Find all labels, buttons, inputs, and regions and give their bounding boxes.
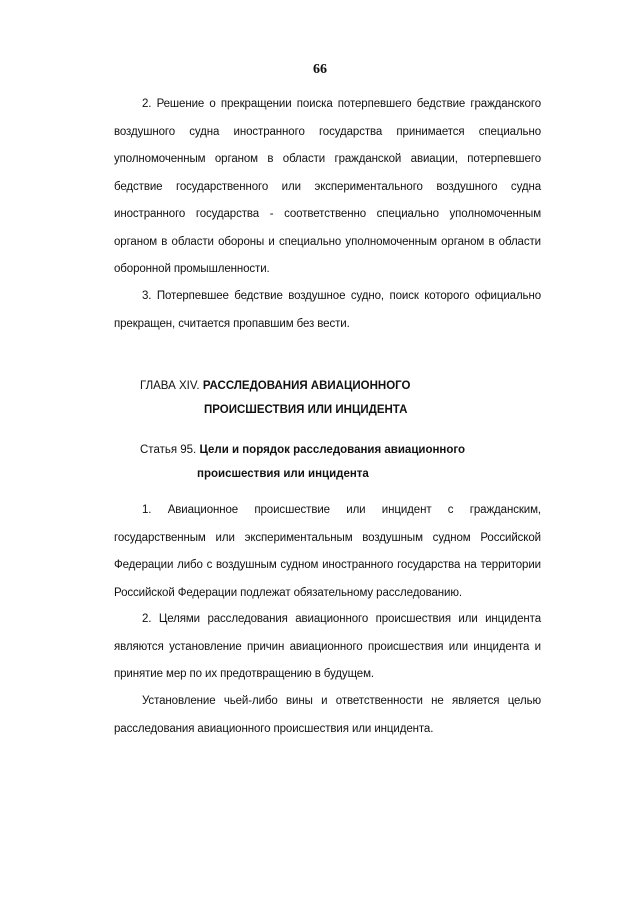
chapter-title-line2: ПРОИСШЕСТВИЯ ИЛИ ИНЦИДЕНТА xyxy=(204,404,408,416)
paragraph: 2. Целями расследования авиационного происшествия или инцидента являются установление причин авиационного происшествия или инцидента и принятие мер по их предотвращению в будущем. xyxy=(114,613,541,680)
chapter-heading xyxy=(140,374,460,422)
paragraph: 1. Авиационное происшествие или инцидент с гражданским, государственным или экспериментальным воздушным судном Российской Федерации либо с воздушным судном иностранного государства на территории Российской Федерации подлежат обязательному расследованию. xyxy=(114,504,541,599)
paragraph-block xyxy=(114,91,541,284)
chapter-prefix: ГЛАВА XIV. xyxy=(140,380,200,392)
paragraph-block xyxy=(114,606,541,689)
paragraph: 2. Решение о прекращении поиска потерпевшего бедствие гражданского воздушного судна иностранного государства принимается специально уполномоченным органом в области гражданской авиации, потерпевшего бедствие государственного или экспериментального воздушного судна иностранного государства - соответственно специально уполномоченным органом в области обороны и специально уполномоченным органом в области оборонной промышленности. xyxy=(114,98,541,275)
paragraph-block xyxy=(114,688,541,743)
article-heading xyxy=(140,438,500,486)
article-title-line1: Цели и порядок расследования авиационного xyxy=(199,444,466,456)
article-prefix: Статья 95. xyxy=(140,444,197,456)
paragraph: 3. Потерпевшее бедствие воздушное судно, поиск которого официально прекращен, считается пропавшим без вести. xyxy=(114,290,541,330)
article-title-line2: происшествия или инцидента xyxy=(197,468,369,480)
chapter-title-line1: РАССЛЕДОВАНИЯ АВИАЦИОННОГО xyxy=(202,380,411,392)
page-number: 66 xyxy=(313,62,327,77)
paragraph: Установление чьей-либо вины и ответственности не является целью расследования авиационного происшествия или инцидента. xyxy=(114,695,541,735)
paragraph-block xyxy=(114,497,541,607)
paragraph-block xyxy=(114,283,541,338)
